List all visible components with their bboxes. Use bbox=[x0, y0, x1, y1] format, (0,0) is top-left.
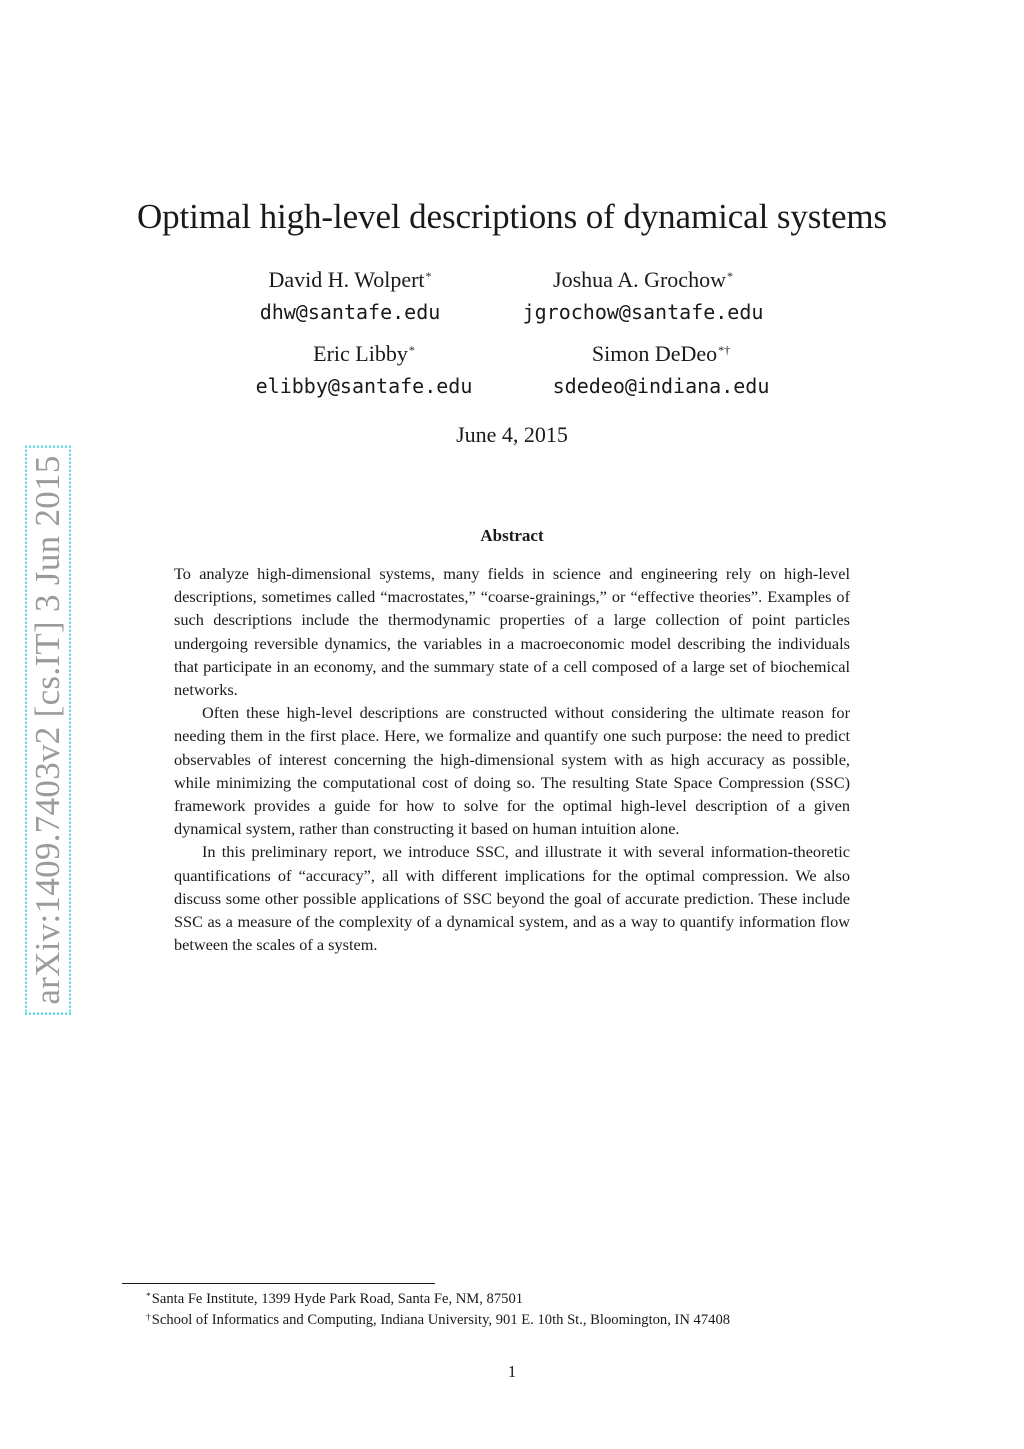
author-name: David H. Wolpert bbox=[268, 267, 425, 292]
author-affiliation-mark: * bbox=[425, 269, 432, 283]
abstract-paragraph: Often these high-level descriptions are constructed without considering the ultimate reason for needing them in the first place. Here, we formalize and quantify one such purpose: the need to predict observables of interest concerning the high-dimensional system with as high accuracy as possible, while minimizing the computational cost of doing so. The resulting State Space Compression (SSC) framework provides a guide for how to solve for the optimal high-level description of a given dynamical system, rather than constructing it based on human intuition alone. bbox=[174, 703, 850, 839]
author-email[interactable]: sdedeo@indiana.edu bbox=[552, 374, 770, 398]
author-name: Joshua A. Grochow bbox=[553, 267, 726, 292]
author-email[interactable]: dhw@santafe.edu bbox=[259, 300, 441, 324]
author-name: Simon DeDeo bbox=[591, 341, 718, 366]
author-block bbox=[190, 266, 510, 326]
footnote-mark: † bbox=[146, 1313, 151, 1323]
abstract-paragraph: To analyze high-dimensional systems, many fields in science and engineering rely on high-level descriptions, sometimes called “macrostates,” “coarse-grainings,” or “effective theories”. Examples of such descriptions include the thermodynamic properties of a large collection of point particles undergoing reversible dynamics, the variables in a macroeconomic model describing the individuals that participate in an economy, and the summary state of a cell composed of a large set of biochemical networks. bbox=[174, 564, 850, 700]
author-block bbox=[501, 340, 821, 400]
footnote-text: School of Informatics and Computing, Indiana University, 901 E. 10th St., Bloomington, IN 47408 bbox=[151, 1312, 731, 1328]
author-affiliation-mark: * bbox=[408, 343, 415, 357]
footnote bbox=[146, 1289, 523, 1309]
footnote-mark: * bbox=[146, 1292, 151, 1302]
author-block bbox=[204, 340, 524, 400]
author-block bbox=[483, 266, 803, 326]
arxiv-stamp: arXiv:1409.7403v2 [cs.IT] 3 Jun 2015 bbox=[25, 445, 71, 1014]
footnote-divider bbox=[122, 1283, 435, 1284]
author-email[interactable]: elibby@santafe.edu bbox=[255, 374, 473, 398]
author-name: Eric Libby bbox=[313, 341, 408, 366]
abstract-heading: Abstract bbox=[480, 526, 544, 545]
footnote bbox=[146, 1310, 730, 1330]
abstract-body bbox=[174, 562, 850, 956]
author-affiliation-mark: *† bbox=[718, 343, 731, 357]
author-affiliation-mark: * bbox=[726, 269, 733, 283]
footnote-text: Santa Fe Institute, 1399 Hyde Park Road, Santa Fe, NM, 87501 bbox=[151, 1291, 524, 1307]
author-email[interactable]: jgrochow@santafe.edu bbox=[522, 300, 764, 324]
page-number: 1 bbox=[507, 1362, 517, 1381]
abstract-paragraph: In this preliminary report, we introduce SSC, and illustrate it with several information-theoretic quantifications of “accuracy”, all with different implications for the optimal compression. We also discuss some other possible applications of SSC beyond the goal of accurate prediction. These include SSC as a measure of the complexity of a dynamical system, and as a way to quantify information flow between the scales of a system. bbox=[174, 842, 850, 955]
paper-date: June 4, 2015 bbox=[456, 422, 568, 447]
paper-title: Optimal high-level descriptions of dynamical systems bbox=[136, 197, 888, 236]
